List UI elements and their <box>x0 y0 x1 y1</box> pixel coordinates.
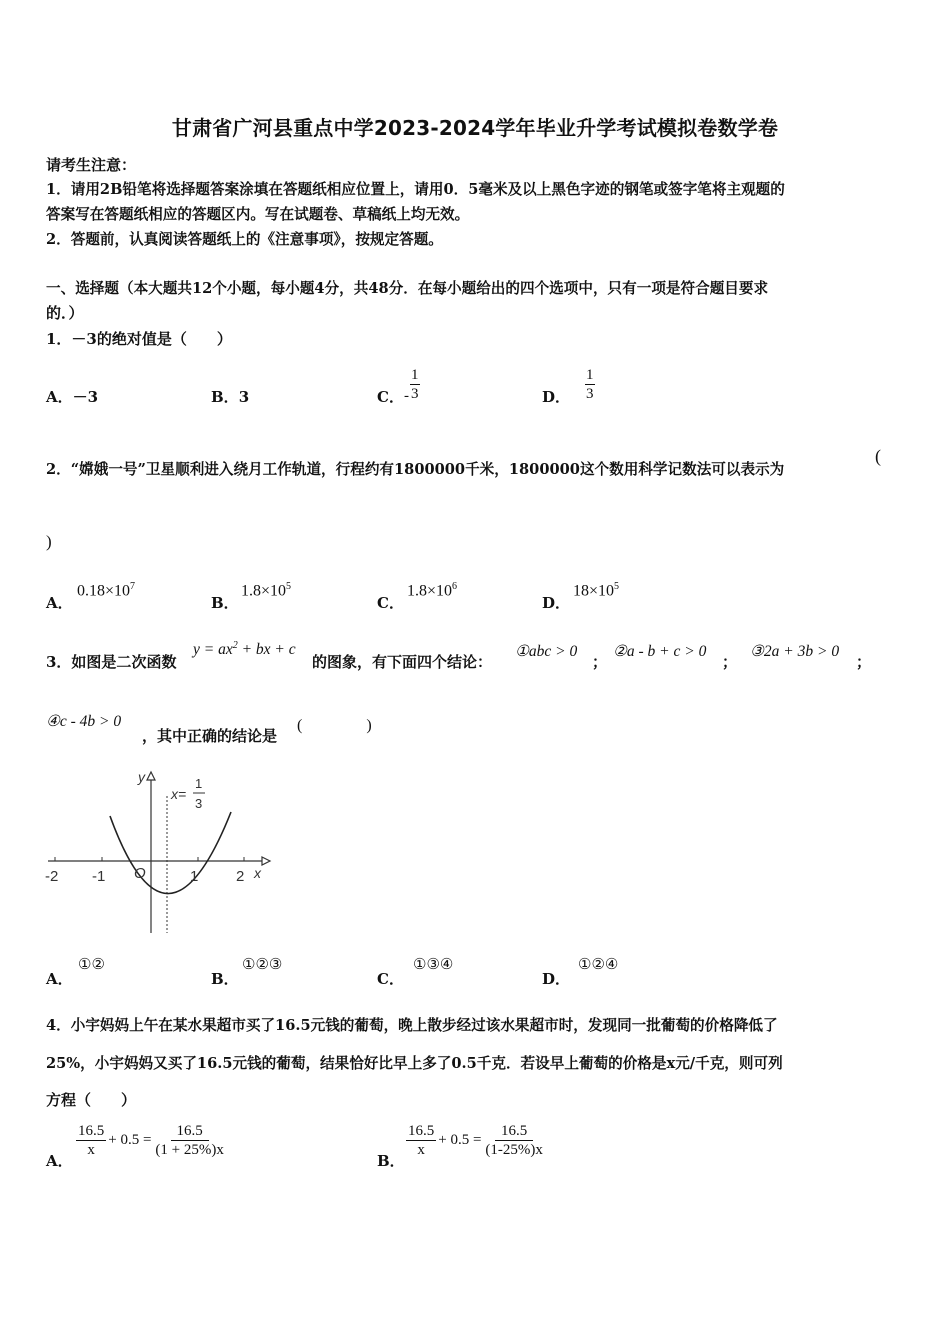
q3-parabola-graph <box>40 768 275 938</box>
q4-b-fraction-2 <box>483 1122 544 1159</box>
q2-a-exp: 7 <box>130 581 136 592</box>
q1-option-d-label: D． <box>542 388 571 406</box>
x-axis-label: x <box>254 865 261 881</box>
section-heading-cont: 的．） <box>46 304 84 322</box>
q3-option-d-value: ①②④ <box>578 957 619 973</box>
q1-c-denominator: 3 <box>410 386 419 402</box>
q4-option-b-equation <box>406 1122 545 1159</box>
q4-b-den2: (1-25%)x <box>485 1142 543 1158</box>
symmetry-axis-eq: x= <box>171 786 187 802</box>
q4-a-den1: x <box>87 1142 95 1158</box>
q1-option-d-fraction <box>584 366 596 403</box>
q3-conclusion-1: ①abc > 0 <box>515 643 578 660</box>
tick-label-neg2: -2 <box>45 868 59 885</box>
q4-a-den2: (1 + 25%)x <box>155 1142 224 1158</box>
q3-func-exp: 2 <box>232 640 238 651</box>
q1-option-c-label: C． <box>377 388 404 406</box>
q3-stem-c: ，其中正确的结论是 <box>142 727 278 745</box>
q3-option-b-value: ①②③ <box>242 957 283 973</box>
symmetry-axis-denominator: 3 <box>195 796 203 811</box>
y-axis-label: y <box>138 769 145 785</box>
q3-stem-a: 3．如图是二次函数 <box>46 653 177 671</box>
q1-option-d[interactable] <box>542 362 596 407</box>
x-axis-arrow <box>262 857 270 865</box>
q2-option-c-value <box>407 581 457 600</box>
symmetry-axis-numerator: 1 <box>195 776 203 791</box>
q3-option-b-label[interactable]: B． <box>211 970 239 988</box>
notice-header: 请考生注意： <box>46 156 137 174</box>
q4-stem-line-2: 25%，小宇妈妈又买了16.5元钱的葡萄，结果恰好比早上多了0.5千克．若设早上葡萄的价格是x元/千克，则可列 <box>46 1055 783 1072</box>
q2-c-base: 1.8×10 <box>407 582 453 600</box>
notice-line-1b: 答案写在答题纸相应的答题区内。写在试题卷、草稿纸上均无效。 <box>46 206 470 223</box>
q1-d-numerator: 1 <box>586 367 594 383</box>
q2-option-d-label[interactable]: D． <box>542 594 571 612</box>
q1-option-a-label: A． <box>46 388 73 406</box>
q3-function <box>193 640 296 659</box>
q3-stem-b: 的图象，有下面四个结论： <box>312 653 493 671</box>
q3-func-rest: + bx + c <box>237 641 296 659</box>
q3-conclusion-4: ④c - 4b > 0 <box>46 713 122 730</box>
q1-option-c-sign: - <box>403 388 409 404</box>
q3-option-a-label[interactable]: A． <box>46 970 73 988</box>
q2-option-b-label[interactable]: B． <box>211 594 239 612</box>
q3-conclusion-3: ③2a + 3b > 0 <box>750 643 840 660</box>
parabola-curve <box>110 812 231 894</box>
q4-a-num1: 16.5 <box>78 1123 105 1139</box>
q4-a-num2: 16.5 <box>171 1122 209 1141</box>
q2-b-base: 1.8×10 <box>241 582 287 600</box>
q3-sep-1: ； <box>592 653 608 671</box>
q2-d-base: 18×10 <box>573 582 615 600</box>
q2-option-d-value <box>573 581 619 600</box>
q4-a-fraction-1 <box>76 1122 106 1159</box>
q1-d-denominator: 3 <box>586 386 594 402</box>
q1-option-b-label: B． <box>211 388 239 406</box>
q4-b-num2: 16.5 <box>495 1122 533 1141</box>
q4-b-num1: 16.5 <box>408 1123 435 1139</box>
q4-stem-line-1: 4．小宇妈妈上午在某水果超市买了16.5元钱的葡萄，晚上散步经过该水果超市时，发现同一批葡萄的价格降低了 <box>46 1017 778 1034</box>
tick-label-neg1: -1 <box>92 868 106 885</box>
q3-conclusion-2: ②a - b + c > 0 <box>613 643 707 660</box>
q4-option-b-label[interactable]: B． <box>377 1152 405 1170</box>
q2-stem: 2．“嫦娥一号”卫星顺利进入绕月工作轨道，行程约有1800000千米，1800000这个数用科学记数法可以表示为 <box>46 461 785 478</box>
q3-option-d-label[interactable]: D． <box>542 970 571 988</box>
y-axis-arrow <box>147 772 155 780</box>
q1-option-c[interactable] <box>377 362 420 407</box>
q4-option-a-equation <box>76 1122 226 1159</box>
q1-option-b-value: 3 <box>238 388 250 406</box>
q2-paren-open: ( <box>875 446 881 466</box>
q3-answer-paren: ( ) <box>297 717 372 734</box>
q3-func-base: y = ax <box>193 641 233 659</box>
q2-option-a-value <box>77 581 135 600</box>
q3-sep-2: ； <box>722 653 738 671</box>
q2-option-c-label[interactable]: C． <box>377 594 404 612</box>
tick-label-1: 1 <box>190 868 199 885</box>
q4-b-mid: + 0.5 = <box>438 1132 482 1148</box>
q4-a-mid: + 0.5 = <box>108 1132 152 1148</box>
page-title: 甘肃省广河县重点中学2023-2024学年毕业升学考试模拟卷数学卷 <box>171 116 779 140</box>
q3-sep-3: ； <box>856 653 872 671</box>
q1-option-a[interactable] <box>46 386 98 407</box>
q3-option-a-value: ①② <box>78 957 105 973</box>
q3-option-c-label[interactable]: C． <box>377 970 404 988</box>
q3-option-c-value: ①③④ <box>413 957 454 973</box>
q1-c-numerator: 1 <box>410 367 419 383</box>
q4-b-den1: x <box>417 1142 425 1158</box>
q4-stem-line-3: 方程（ ） <box>46 1091 137 1109</box>
q2-c-exp: 6 <box>452 581 458 592</box>
q1-option-c-fraction <box>409 366 421 403</box>
q2-b-exp: 5 <box>286 581 292 592</box>
q1-option-b[interactable] <box>211 386 249 407</box>
q4-option-a-label[interactable]: A． <box>46 1152 73 1170</box>
q2-option-b-value <box>241 581 291 600</box>
q1-option-a-value: －3 <box>72 388 99 406</box>
section-heading: 一、选择题（本大题共12个小题，每小题4分，共48分．在每小题给出的四个选项中，只有一项是符合题目要求 <box>46 280 769 297</box>
q2-d-exp: 5 <box>614 581 620 592</box>
notice-line-2: 2．答题前，认真阅读答题纸上的《注意事项》，按规定答题。 <box>46 231 443 248</box>
q1-stem: 1．－3的绝对值是（ ） <box>46 330 232 348</box>
origin-label: O <box>134 865 146 882</box>
q2-paren-close: ) <box>46 532 52 551</box>
q2-a-base: 0.18×10 <box>77 582 131 600</box>
q4-a-fraction-2 <box>153 1122 225 1159</box>
q2-option-a-label[interactable]: A． <box>46 594 73 612</box>
tick-label-2: 2 <box>236 868 245 885</box>
notice-line-1a: 1．请用2B铅笔将选择题答案涂填在答题纸相应位置上，请用0．5毫米及以上黑色字迹的钢笔或签字笔将主观题的 <box>46 181 785 198</box>
q4-b-fraction-1 <box>406 1122 436 1159</box>
